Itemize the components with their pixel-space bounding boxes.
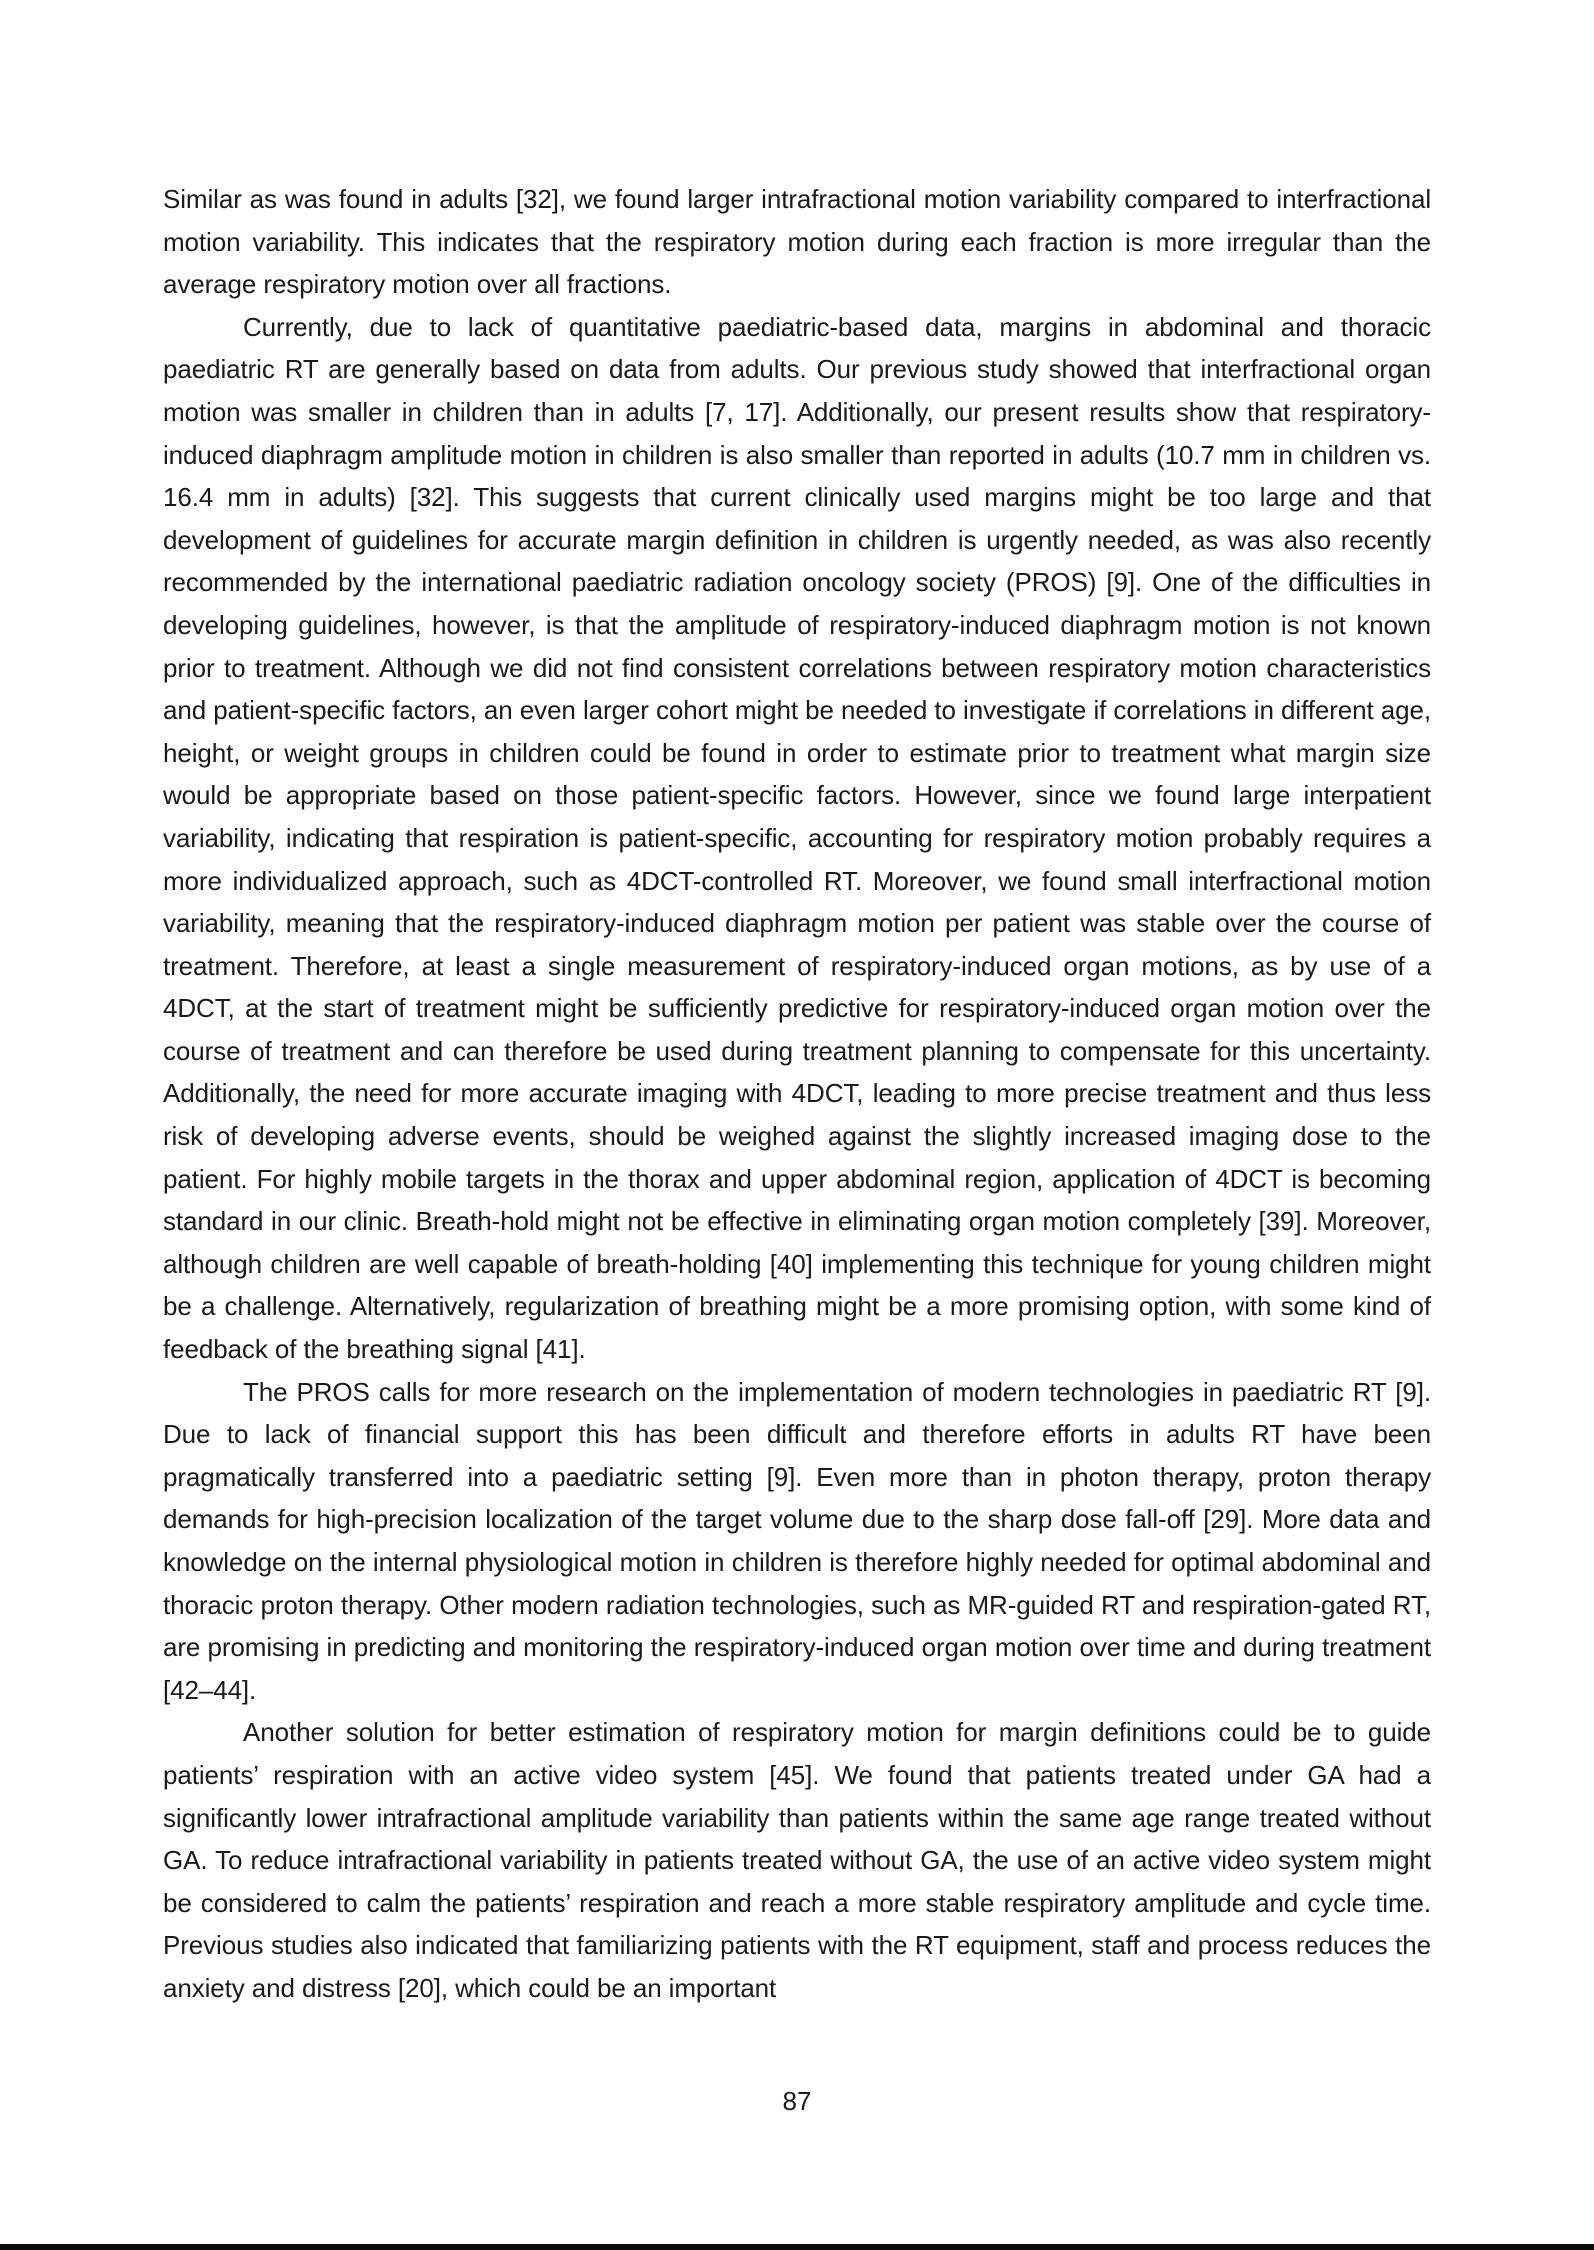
body-text-column — [163, 178, 1431, 2010]
paragraph: Another solution for better estimation of respiratory motion for margin definitions could be to guide patients’ respiration with an active video system [45]. We found that patients treated under GA had a significantly lower intrafractional amplitude variability than patients within the same age range treated without GA. To reduce intrafractional variability in patients treated without GA, the use of an active video system might be considered to calm the patients’ respiration and reach a more stable respiratory amplitude and cycle time. Previous studies also indicated that familiarizing patients with the RT equipment, staff and process reduces the anxiety and distress [20], which could be an important — [163, 1717, 1431, 2003]
scan-edge-artifact — [0, 2244, 1594, 2250]
paragraph: The PROS calls for more research on the implementation of modern technologies in paediatric RT [9]. Due to lack of financial support this has been difficult and therefore efforts in adults RT have been pragmatically transferred into a paediatric setting [9]. Even more than in photon therapy, proton therapy demands for high-precision localization of the target volume due to the sharp dose fall-off [29]. More data and knowledge on the internal physiological motion in children is therefore highly needed for optimal abdominal and thoracic proton therapy. Other modern radiation technologies, such as MR-guided RT and respiration-gated RT, are promising in predicting and monitoring the respiratory-induced organ motion over time and during treatment [42–44]. — [163, 1376, 1431, 1705]
paragraph: Currently, due to lack of quantitative paediatric-based data, margins in abdominal and thoracic paediatric RT are generally based on data from adults. Our previous study showed that interfractional organ motion was smaller in children than in adults [7, 17]. Additionally, our present results show that respiratory-induced diaphragm amplitude motion in children is also smaller than reported in adults (10.7 mm in children vs. 16.4 mm in adults) [32]. This suggests that current clinically used margins might be too large and that development of guidelines for accurate margin definition in children is urgently needed, as was also recently recommended by the international paediatric radiation oncology society (PROS) [9]. One of the difficulties in developing guidelines, however, is that the amplitude of respiratory-induced diaphragm motion is not known prior to treatment. Although we did not find consistent correlations between respiratory motion characteristics and patient-specific factors, an even larger cohort might be needed to investigate if correlations in different age, height, or weight groups in children could be found in order to estimate prior to treatment what margin size would be appropriate based on those patient-specific factors. However, since we found large interpatient variability, indicating that respiration is patient-specific, accounting for respiratory motion probably requires a more individualized approach, such as 4DCT-controlled RT. Moreover, we found small interfractional motion variability, meaning that the respiratory-induced diaphragm motion per patient was stable over the course of treatment. Therefore, at least a single measurement of respiratory-induced organ motions, as by use of a 4DCT, at the start of treatment might be sufficiently predictive for respiratory-induced organ motion over the course of treatment and can therefore be used during treatment planning to compensate for this uncertainty. Additionally, the need for more accurate imaging with 4DCT, leading to more precise treatment and thus less risk of developing adverse events, should be weighed against the slightly increased imaging dose to the patient. For highly mobile targets in the thorax and upper abdominal region, application of 4DCT is becoming standard in our clinic. Breath-hold might not be effective in eliminating organ motion completely [39]. Moreover, although children are well capable of breath-holding [40] implementing this technique for young children might be a challenge. Alternatively, regularization of breathing might be a more promising option, with some kind of feedback of the breathing signal [41]. — [163, 311, 1431, 1365]
paragraph: Similar as was found in adults [32], we found larger intrafractional motion variability compared to interfractional motion variability. This indicates that the respiratory motion during each fraction is more irregular than the average respiratory motion over all fractions. — [163, 184, 1431, 300]
page-number: 87 — [782, 2086, 812, 2116]
